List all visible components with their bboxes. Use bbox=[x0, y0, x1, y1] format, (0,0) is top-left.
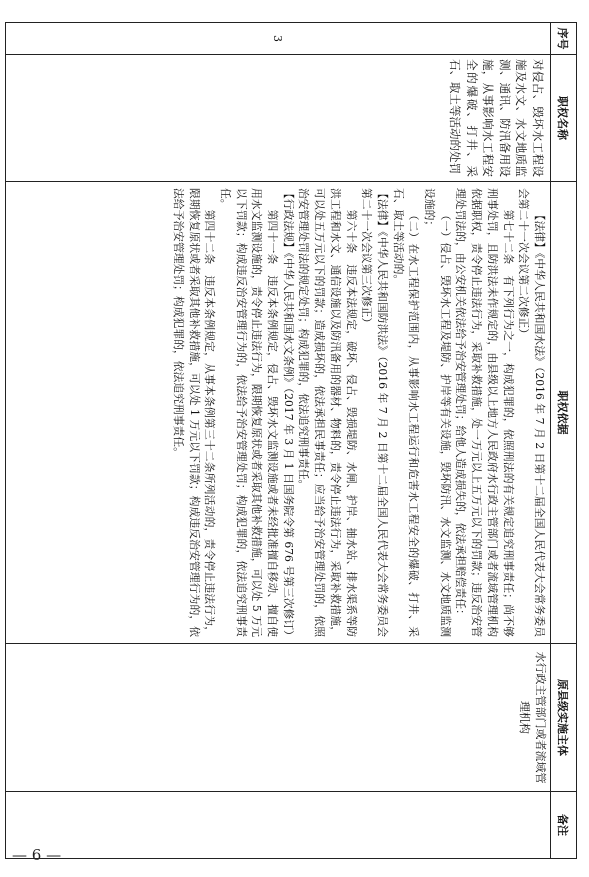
row-remarks bbox=[6, 792, 551, 859]
basis-paragraph: 【行政法规】《中华人民共和国水文条例》（2017 年 3 月 1 日国务院令第 676 号第三次修订） bbox=[281, 188, 295, 641]
row-serial-number: 3 bbox=[6, 23, 551, 55]
basis-paragraph: （二）在水工程保护范围内，从事影响水工程运行和危害水工程安全的爆破、打井、采石、取土等活动的。 bbox=[391, 188, 421, 637]
basis-paragraph: （一）侵占、毁坏水工程及堤防、护岸等有关设施，毁坏防汛、水文监测、水文地质监测设施的； bbox=[423, 188, 452, 637]
header-serial-number: 序号 bbox=[551, 23, 577, 55]
basis-paragraph: 【法律】《中华人民共和国水法》（2016 年 7 月 2 日第十二届全国人民代表大会常务委员会第二十一次会议第二次修正） bbox=[517, 188, 546, 637]
table-header-row bbox=[551, 23, 577, 859]
header-authority-basis: 职权依据 bbox=[551, 182, 577, 644]
row-implementing-body: 水行政主管部门或者流域管理机构 bbox=[6, 644, 551, 792]
header-implementing-body: 原县级实施主体 bbox=[551, 644, 577, 792]
authority-table bbox=[5, 22, 577, 859]
basis-paragraph: 【法律】《中华人民共和国防洪法》（2016 年 7 月 2 日第十二届全国人民代表大会常务委员会第二十一次会议第三次修正） bbox=[360, 188, 389, 637]
row-authority-name: 对侵占、毁坏水工程设施及水文、水文地质监测、通讯、防汛备用设施，从事影响水工程安全的爆破、打井、采石、取土等活动的处罚 bbox=[6, 55, 551, 182]
table-row bbox=[6, 23, 551, 859]
rotated-table-page bbox=[5, 22, 577, 858]
basis-paragraph: 第四十二条 违反本条例规定，从事本条例第三十二条所列活动的，责令停止违法行为，限期恢复原状或者采取其他补救措施，可以处 1 万元以下罚款；构成违反治安管理行为的，依法给予治安管理处罚；构成犯罪的，依法追究刑事责任。 bbox=[171, 188, 217, 637]
header-authority-name: 职权名称 bbox=[551, 55, 577, 182]
page-number: — 6 — bbox=[12, 846, 62, 864]
basis-paragraph: 第七十二条 有下列行为之一，构成犯罪的，依照刑法的有关规定追究刑事责任；尚不够刑事处罚，且防洪法未作规定的，由县级以上地方人民政府水行政主管部门或者流域管理机构依据职权，责令停止违法行为，采取补救措施，处一万元以上五万元以下的罚款；违反治安管理处罚法的，由公安机关依法给予治安管理处罚；给他人造成损失的，依法承担赔偿责任： bbox=[454, 188, 515, 637]
basis-paragraph: 第四十一条 违反本条例规定，侵占、毁坏水文监测设施或者未经批准擅自移动、擅自使用水文监测设施的，责令停止违法行为，限期恢复原状或者采取其他补救措施，可以处 5 万元以下罚款；构成违反治安管理行为的，依法给予治安管理处罚；构成犯罪的，依法追究刑事责任。 bbox=[218, 188, 280, 637]
row-authority-basis bbox=[6, 182, 551, 644]
basis-paragraph: 第六十条 违反本法规定，破坏、侵占、毁损堤防、水闸、护岸、抽水站、排水渠系等防洪工程和水文、通信设施以及防汛备用的器材、物料的，责令停止违法行为，采取补救措施，可以处五万元以下的罚款；造成损坏的，依法承担民事责任；应当给予治安管理处罚的，依照治安管理处罚法的规定处罚；构成犯罪的，依法追究刑事责任。 bbox=[297, 188, 358, 637]
header-remarks: 备注 bbox=[551, 792, 577, 859]
